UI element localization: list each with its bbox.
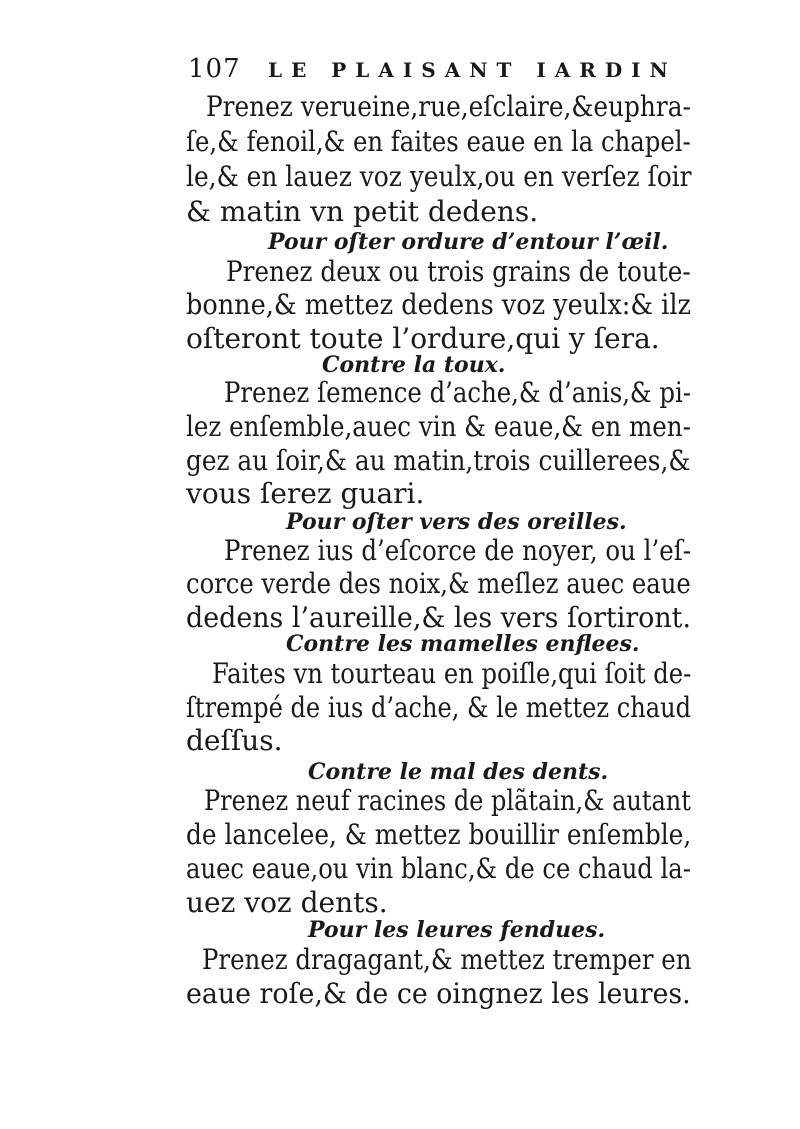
text-line: lez enſemble,auec vin & eaue,& en men- — [186, 410, 691, 443]
page-number: 107 — [188, 54, 241, 84]
text-line: uez voz dents. — [186, 886, 388, 919]
text-line: Prenez dragagant,& mettez tremper en — [202, 943, 692, 976]
text-line: eaue roſe,& de ce oingnez les leures. — [186, 977, 691, 1010]
recipe-heading: Pour les leures fendues. — [308, 917, 606, 943]
text-line: Prenez ſemence d’ache,& d’anis,& pi- — [224, 376, 691, 409]
text-line: oſteront toute l’ordure,qui y ſera. — [186, 322, 660, 355]
text-line: & matin vn petit dedens. — [186, 195, 539, 228]
text-line: ſe,& fenoil,& en faites eaue en la chapel- — [186, 125, 691, 158]
recipe-heading: Contre les mamelles enflees. — [286, 631, 640, 657]
text-line: gez au ſoir,& au matin,trois cuillerees,& — [186, 444, 691, 477]
text-line: le,& en lauez voz yeulx,ou en verſez ſoir — [186, 160, 692, 193]
text-line: bonne,& mettez dedens voz yeulx:& ilz — [186, 288, 691, 321]
text-line: auec eaue,ou vin blanc,& de ce chaud la- — [186, 852, 691, 885]
recipe-heading: Contre le mal des dents. — [308, 759, 609, 785]
recipe-heading: Pour oſter ordure d’entour l’œil. — [268, 229, 669, 255]
recipe-heading: Contre la toux. — [322, 352, 506, 378]
text-line: Faites vn tourteau en poiſle,qui ſoit de- — [212, 657, 692, 690]
text-line: dedens l’aureille,& les vers ſortiront. — [186, 601, 692, 634]
text-line: de lancelee, & mettez bouillir enſemble, — [186, 818, 692, 851]
text-line: ſtrempé de ius d’ache, & le mettez chaud — [186, 691, 692, 724]
recipe-heading: Pour oſter vers des oreilles. — [286, 509, 627, 535]
text-line: Prenez deux ou trois grains de toute- — [226, 255, 691, 288]
text-line: corce verde des noix,& meſlez auec eaue — [186, 567, 691, 600]
text-line: Prenez neuf racines de plãtain,& autant — [204, 784, 691, 817]
text-line: deſſus. — [186, 724, 283, 757]
text-line: Prenez ius d’eſcorce de noyer, ou l’eſ- — [224, 534, 692, 567]
page-header — [188, 54, 688, 94]
running-title: LE PLAISANT IARDIN — [268, 58, 677, 82]
text-line: vous ſerez guari. — [186, 477, 425, 510]
text-line: Prenez verueine,rue,eſclaire,&euphra- — [206, 90, 691, 123]
